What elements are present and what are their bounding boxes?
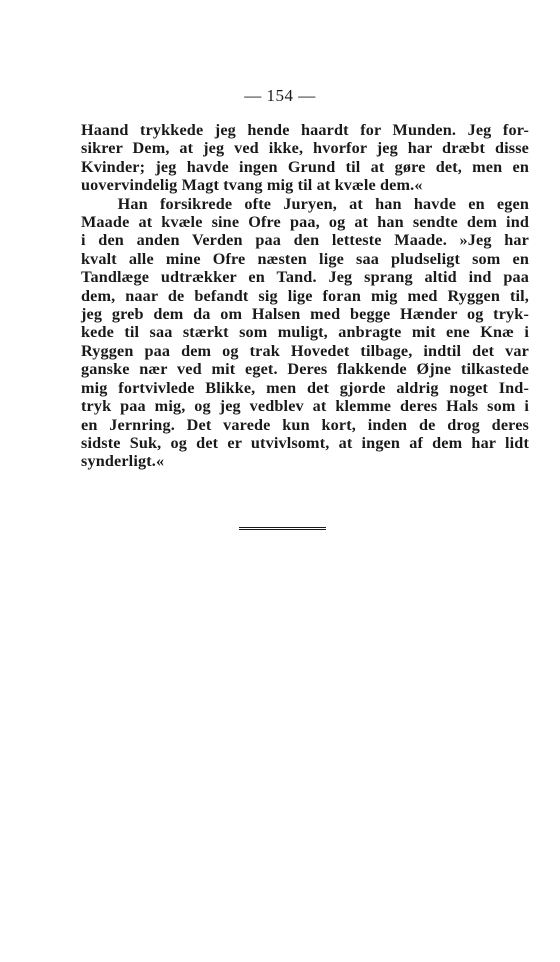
section-end-rule — [239, 527, 326, 530]
page-number: — 154 — — [244, 86, 316, 105]
text-line: mig fortvivlede Blikke, men det gjorde aldrig noget Ind- — [81, 378, 529, 397]
text-line: kvalt alle mine Ofre næsten lige saa pludseligt som en — [81, 249, 529, 268]
text-line: sidste Suk, og det er utvivlsomt, at ingen af dem har lidt — [81, 433, 529, 452]
text-line: Kvinder; jeg havde ingen Grund til at gøre det, men en — [81, 157, 529, 176]
text-line: uovervindelig Magt tvang mig til at kvæle dem.« — [81, 176, 423, 195]
text-line: en Jernring. Det varede kun kort, inden de drog deres — [81, 415, 529, 434]
text-line: kede til saa stærkt som muligt, anbragte mit ene Knæ i — [81, 323, 529, 342]
text-line: Maade at kvæle sine Ofre paa, og at han sendte dem ind — [81, 213, 529, 232]
text-line: Ryggen paa dem og trak Hovedet tilbage, indtil det var — [81, 341, 529, 360]
text-line: Haand trykkede jeg hende haardt for Munden. Jeg for- — [81, 121, 529, 139]
text-line: jeg greb dem da om Halsen med begge Hænder og tryk- — [81, 305, 529, 324]
text-line: synderligt.« — [81, 452, 165, 471]
text-line: Tandlæge udtrækker en Tand. Jeg sprang altid ind paa — [81, 268, 529, 287]
body-text — [81, 121, 529, 471]
text-line: sikrer Dem, at jeg ved ikke, hvorfor jeg har dræbt disse — [81, 139, 529, 158]
text-line: tryk paa mig, og jeg vedblev at klemme deres Hals som i — [81, 397, 529, 416]
text-line: ganske nær ved mit eget. Deres flakkende Øjne tilkastede — [81, 360, 529, 379]
text-line: dem, naar de befandt sig lige foran mig med Ryggen til, — [81, 286, 529, 305]
text-line: Han forsikrede ofte Juryen, at han havde en egen — [81, 194, 529, 213]
text-line: i den anden Verden paa den letteste Maade. »Jeg har — [81, 231, 529, 250]
